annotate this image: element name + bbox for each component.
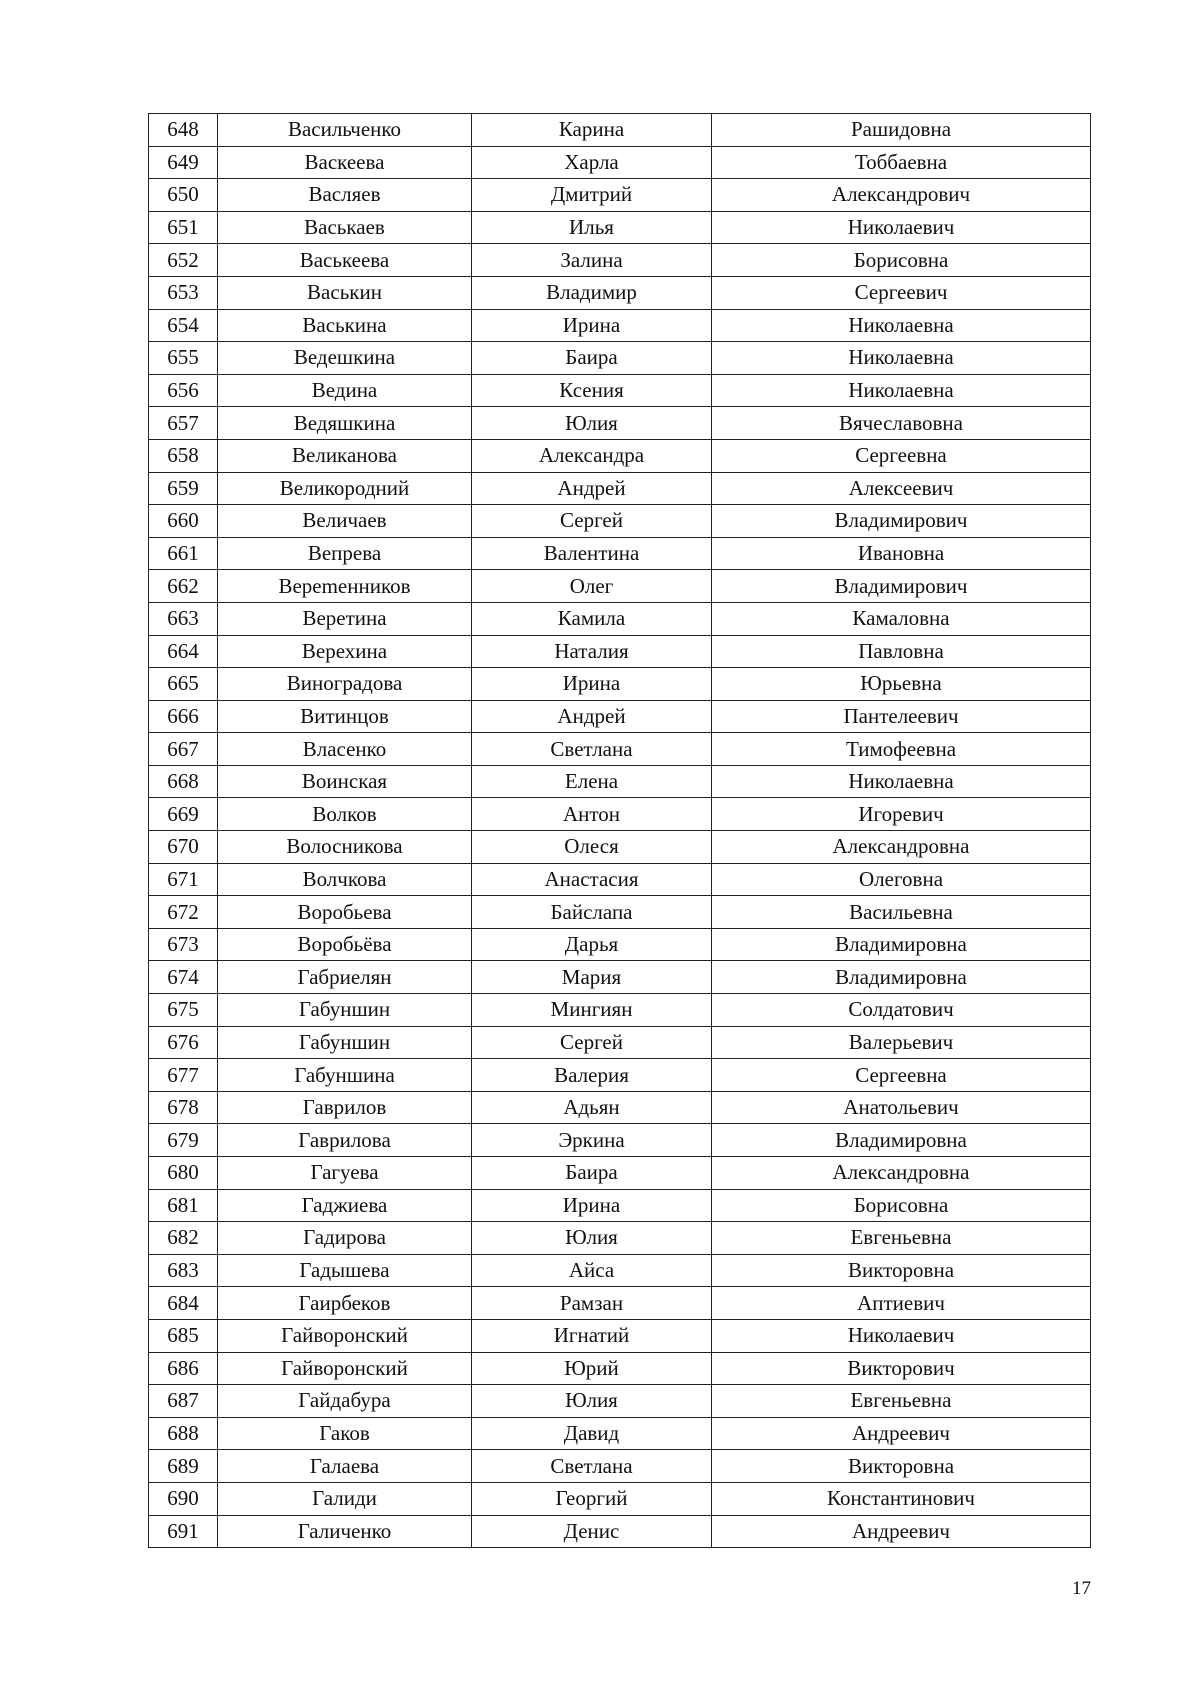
table-row bbox=[149, 1157, 1091, 1190]
last-name-cell: Гаирбеков bbox=[218, 1287, 472, 1320]
names-table bbox=[148, 113, 1091, 1548]
last-name-cell: Великанова bbox=[218, 439, 472, 472]
patronymic-cell: Николаевич bbox=[712, 211, 1091, 244]
row-number: 676 bbox=[149, 1026, 218, 1059]
first-name-cell: Байслапа bbox=[472, 896, 712, 929]
first-name-cell: Илья bbox=[472, 211, 712, 244]
row-number: 677 bbox=[149, 1059, 218, 1092]
last-name-cell: Васильченко bbox=[218, 114, 472, 147]
table-row bbox=[149, 407, 1091, 440]
table-row bbox=[149, 505, 1091, 538]
row-number: 658 bbox=[149, 439, 218, 472]
patronymic-cell: Анатольевич bbox=[712, 1091, 1091, 1124]
row-number: 651 bbox=[149, 211, 218, 244]
table-row bbox=[149, 276, 1091, 309]
last-name-cell: Великородний bbox=[218, 472, 472, 505]
table-row bbox=[149, 1222, 1091, 1255]
patronymic-cell: Константинович bbox=[712, 1482, 1091, 1515]
row-number: 678 bbox=[149, 1091, 218, 1124]
row-number: 689 bbox=[149, 1450, 218, 1483]
first-name-cell: Елена bbox=[472, 765, 712, 798]
first-name-cell: Денис bbox=[472, 1515, 712, 1548]
first-name-cell: Юрий bbox=[472, 1352, 712, 1385]
row-number: 690 bbox=[149, 1482, 218, 1515]
last-name-cell: Гайворонский bbox=[218, 1319, 472, 1352]
row-number: 668 bbox=[149, 765, 218, 798]
last-name-cell: Васляев bbox=[218, 179, 472, 212]
first-name-cell: Светлана bbox=[472, 733, 712, 766]
table-row bbox=[149, 114, 1091, 147]
patronymic-cell: Тоббаевна bbox=[712, 146, 1091, 179]
patronymic-cell: Сергеевич bbox=[712, 276, 1091, 309]
last-name-cell: Гаков bbox=[218, 1417, 472, 1450]
first-name-cell: Харла bbox=[472, 146, 712, 179]
first-name-cell: Александра bbox=[472, 439, 712, 472]
patronymic-cell: Николаевна bbox=[712, 342, 1091, 375]
row-number: 684 bbox=[149, 1287, 218, 1320]
last-name-cell: Гаврилов bbox=[218, 1091, 472, 1124]
patronymic-cell: Камаловна bbox=[712, 602, 1091, 635]
last-name-cell: Верехина bbox=[218, 635, 472, 668]
last-name-cell: Ведина bbox=[218, 374, 472, 407]
row-number: 648 bbox=[149, 114, 218, 147]
row-number: 682 bbox=[149, 1222, 218, 1255]
last-name-cell: Васькин bbox=[218, 276, 472, 309]
table-row bbox=[149, 211, 1091, 244]
table-row bbox=[149, 961, 1091, 994]
patronymic-cell: Владимировна bbox=[712, 928, 1091, 961]
row-number: 653 bbox=[149, 276, 218, 309]
row-number: 663 bbox=[149, 602, 218, 635]
first-name-cell: Игнатий bbox=[472, 1319, 712, 1352]
row-number: 665 bbox=[149, 668, 218, 701]
first-name-cell: Залина bbox=[472, 244, 712, 277]
first-name-cell: Баира bbox=[472, 1157, 712, 1190]
first-name-cell: Ирина bbox=[472, 309, 712, 342]
patronymic-cell: Павловна bbox=[712, 635, 1091, 668]
patronymic-cell: Борисовна bbox=[712, 244, 1091, 277]
last-name-cell: Витинцов bbox=[218, 700, 472, 733]
first-name-cell: Олег bbox=[472, 570, 712, 603]
table-row bbox=[149, 831, 1091, 864]
row-number: 686 bbox=[149, 1352, 218, 1385]
row-number: 654 bbox=[149, 309, 218, 342]
patronymic-cell: Александровна bbox=[712, 831, 1091, 864]
first-name-cell: Мария bbox=[472, 961, 712, 994]
first-name-cell: Айса bbox=[472, 1254, 712, 1287]
row-number: 664 bbox=[149, 635, 218, 668]
table-row bbox=[149, 570, 1091, 603]
last-name-cell: Васькина bbox=[218, 309, 472, 342]
last-name-cell: Величаев bbox=[218, 505, 472, 538]
last-name-cell: Вепрева bbox=[218, 537, 472, 570]
last-name-cell: Гаврилова bbox=[218, 1124, 472, 1157]
first-name-cell: Анастасия bbox=[472, 863, 712, 896]
first-name-cell: Карина bbox=[472, 114, 712, 147]
table-row bbox=[149, 244, 1091, 277]
table-row bbox=[149, 668, 1091, 701]
patronymic-cell: Александрович bbox=[712, 179, 1091, 212]
page-number: 17 bbox=[1072, 1578, 1091, 1599]
patronymic-cell: Солдатович bbox=[712, 994, 1091, 1027]
patronymic-cell: Ивановна bbox=[712, 537, 1091, 570]
last-name-cell: Габуншин bbox=[218, 1026, 472, 1059]
patronymic-cell: Николаевич bbox=[712, 1319, 1091, 1352]
table-row bbox=[149, 1026, 1091, 1059]
table-row bbox=[149, 179, 1091, 212]
table-row bbox=[149, 1189, 1091, 1222]
patronymic-cell: Евгеньевна bbox=[712, 1222, 1091, 1255]
last-name-cell: Галиди bbox=[218, 1482, 472, 1515]
first-name-cell: Камила bbox=[472, 602, 712, 635]
patronymic-cell: Владимировна bbox=[712, 961, 1091, 994]
table-row bbox=[149, 1254, 1091, 1287]
patronymic-cell: Владимирович bbox=[712, 505, 1091, 538]
patronymic-cell: Борисовна bbox=[712, 1189, 1091, 1222]
table-row bbox=[149, 1385, 1091, 1418]
last-name-cell: Веретина bbox=[218, 602, 472, 635]
row-number: 683 bbox=[149, 1254, 218, 1287]
first-name-cell: Олеся bbox=[472, 831, 712, 864]
patronymic-cell: Николаевна bbox=[712, 374, 1091, 407]
first-name-cell: Наталия bbox=[472, 635, 712, 668]
patronymic-cell: Викторовна bbox=[712, 1254, 1091, 1287]
row-number: 650 bbox=[149, 179, 218, 212]
row-number: 661 bbox=[149, 537, 218, 570]
table-row bbox=[149, 765, 1091, 798]
table-row bbox=[149, 635, 1091, 668]
patronymic-cell: Викторович bbox=[712, 1352, 1091, 1385]
table-row bbox=[149, 472, 1091, 505]
patronymic-cell: Игоревич bbox=[712, 798, 1091, 831]
last-name-cell: Воробьева bbox=[218, 896, 472, 929]
table-row bbox=[149, 1450, 1091, 1483]
row-number: 662 bbox=[149, 570, 218, 603]
last-name-cell: Галаева bbox=[218, 1450, 472, 1483]
first-name-cell: Светлана bbox=[472, 1450, 712, 1483]
row-number: 672 bbox=[149, 896, 218, 929]
row-number: 671 bbox=[149, 863, 218, 896]
first-name-cell: Георгий bbox=[472, 1482, 712, 1515]
first-name-cell: Сергей bbox=[472, 505, 712, 538]
first-name-cell: Ирина bbox=[472, 1189, 712, 1222]
row-number: 679 bbox=[149, 1124, 218, 1157]
first-name-cell: Юлия bbox=[472, 407, 712, 440]
last-name-cell: Васкеева bbox=[218, 146, 472, 179]
first-name-cell: Юлия bbox=[472, 1385, 712, 1418]
first-name-cell: Дарья bbox=[472, 928, 712, 961]
first-name-cell: Адьян bbox=[472, 1091, 712, 1124]
row-number: 670 bbox=[149, 831, 218, 864]
row-number: 657 bbox=[149, 407, 218, 440]
patronymic-cell: Вячеславовна bbox=[712, 407, 1091, 440]
table-row bbox=[149, 1482, 1091, 1515]
last-name-cell: Виноградова bbox=[218, 668, 472, 701]
last-name-cell: Габуншина bbox=[218, 1059, 472, 1092]
row-number: 687 bbox=[149, 1385, 218, 1418]
table-row bbox=[149, 1515, 1091, 1548]
table-row bbox=[149, 602, 1091, 635]
table-row bbox=[149, 1352, 1091, 1385]
patronymic-cell: Викторовна bbox=[712, 1450, 1091, 1483]
last-name-cell: Габуншин bbox=[218, 994, 472, 1027]
row-number: 685 bbox=[149, 1319, 218, 1352]
row-number: 660 bbox=[149, 505, 218, 538]
row-number: 681 bbox=[149, 1189, 218, 1222]
last-name-cell: Волков bbox=[218, 798, 472, 831]
patronymic-cell: Евгеньевна bbox=[712, 1385, 1091, 1418]
last-name-cell: Гайворонский bbox=[218, 1352, 472, 1385]
row-number: 680 bbox=[149, 1157, 218, 1190]
row-number: 659 bbox=[149, 472, 218, 505]
last-name-cell: Васькеева bbox=[218, 244, 472, 277]
table-row bbox=[149, 733, 1091, 766]
first-name-cell: Юлия bbox=[472, 1222, 712, 1255]
row-number: 674 bbox=[149, 961, 218, 994]
patronymic-cell: Сергеевна bbox=[712, 1059, 1091, 1092]
first-name-cell: Валентина bbox=[472, 537, 712, 570]
patronymic-cell: Николаевна bbox=[712, 309, 1091, 342]
first-name-cell: Ксения bbox=[472, 374, 712, 407]
patronymic-cell: Владимировна bbox=[712, 1124, 1091, 1157]
last-name-cell: Власенко bbox=[218, 733, 472, 766]
patronymic-cell: Пантелеевич bbox=[712, 700, 1091, 733]
patronymic-cell: Николаевна bbox=[712, 765, 1091, 798]
first-name-cell: Андрей bbox=[472, 700, 712, 733]
patronymic-cell: Александровна bbox=[712, 1157, 1091, 1190]
last-name-cell: Гадышева bbox=[218, 1254, 472, 1287]
table-row bbox=[149, 798, 1091, 831]
table-row bbox=[149, 994, 1091, 1027]
patronymic-cell: Олеговна bbox=[712, 863, 1091, 896]
row-number: 666 bbox=[149, 700, 218, 733]
last-name-cell: Габриелян bbox=[218, 961, 472, 994]
first-name-cell: Сергей bbox=[472, 1026, 712, 1059]
table-row bbox=[149, 439, 1091, 472]
last-name-cell: Вереmенников bbox=[218, 570, 472, 603]
first-name-cell: Ирина bbox=[472, 668, 712, 701]
last-name-cell: Волосникова bbox=[218, 831, 472, 864]
table-row bbox=[149, 1287, 1091, 1320]
patronymic-cell: Андреевич bbox=[712, 1417, 1091, 1450]
table-row bbox=[149, 1059, 1091, 1092]
last-name-cell: Гайдабура bbox=[218, 1385, 472, 1418]
last-name-cell: Гаджиева bbox=[218, 1189, 472, 1222]
last-name-cell: Галиченко bbox=[218, 1515, 472, 1548]
first-name-cell: Давид bbox=[472, 1417, 712, 1450]
table-row bbox=[149, 1319, 1091, 1352]
table-row bbox=[149, 1124, 1091, 1157]
table-row bbox=[149, 146, 1091, 179]
last-name-cell: Воробьёва bbox=[218, 928, 472, 961]
names-table-body bbox=[149, 114, 1091, 1548]
first-name-cell: Антон bbox=[472, 798, 712, 831]
patronymic-cell: Валерьевич bbox=[712, 1026, 1091, 1059]
row-number: 675 bbox=[149, 994, 218, 1027]
patronymic-cell: Сергеевна bbox=[712, 439, 1091, 472]
row-number: 688 bbox=[149, 1417, 218, 1450]
table-row bbox=[149, 309, 1091, 342]
patronymic-cell: Алексеевич bbox=[712, 472, 1091, 505]
first-name-cell: Баира bbox=[472, 342, 712, 375]
row-number: 667 bbox=[149, 733, 218, 766]
first-name-cell: Эркина bbox=[472, 1124, 712, 1157]
last-name-cell: Васькаев bbox=[218, 211, 472, 244]
patronymic-cell: Аптиевич bbox=[712, 1287, 1091, 1320]
table-row bbox=[149, 374, 1091, 407]
row-number: 673 bbox=[149, 928, 218, 961]
first-name-cell: Дмитрий bbox=[472, 179, 712, 212]
patronymic-cell: Рашидовна bbox=[712, 114, 1091, 147]
first-name-cell: Владимир bbox=[472, 276, 712, 309]
last-name-cell: Гадирова bbox=[218, 1222, 472, 1255]
table-row bbox=[149, 896, 1091, 929]
last-name-cell: Ведешкина bbox=[218, 342, 472, 375]
patronymic-cell: Андреевич bbox=[712, 1515, 1091, 1548]
patronymic-cell: Юрьевна bbox=[712, 668, 1091, 701]
row-number: 649 bbox=[149, 146, 218, 179]
patronymic-cell: Владимирович bbox=[712, 570, 1091, 603]
first-name-cell: Рамзан bbox=[472, 1287, 712, 1320]
last-name-cell: Воинская bbox=[218, 765, 472, 798]
table-row bbox=[149, 342, 1091, 375]
last-name-cell: Ведяшкина bbox=[218, 407, 472, 440]
table-row bbox=[149, 1091, 1091, 1124]
table-row bbox=[149, 863, 1091, 896]
row-number: 656 bbox=[149, 374, 218, 407]
row-number: 655 bbox=[149, 342, 218, 375]
last-name-cell: Гагуева bbox=[218, 1157, 472, 1190]
patronymic-cell: Васильевна bbox=[712, 896, 1091, 929]
first-name-cell: Андрей bbox=[472, 472, 712, 505]
patronymic-cell: Тимофеевна bbox=[712, 733, 1091, 766]
first-name-cell: Валерия bbox=[472, 1059, 712, 1092]
table-row bbox=[149, 928, 1091, 961]
table-row bbox=[149, 1417, 1091, 1450]
row-number: 691 bbox=[149, 1515, 218, 1548]
row-number: 669 bbox=[149, 798, 218, 831]
table-row bbox=[149, 537, 1091, 570]
row-number: 652 bbox=[149, 244, 218, 277]
table-row bbox=[149, 700, 1091, 733]
first-name-cell: Мингиян bbox=[472, 994, 712, 1027]
last-name-cell: Волчкова bbox=[218, 863, 472, 896]
